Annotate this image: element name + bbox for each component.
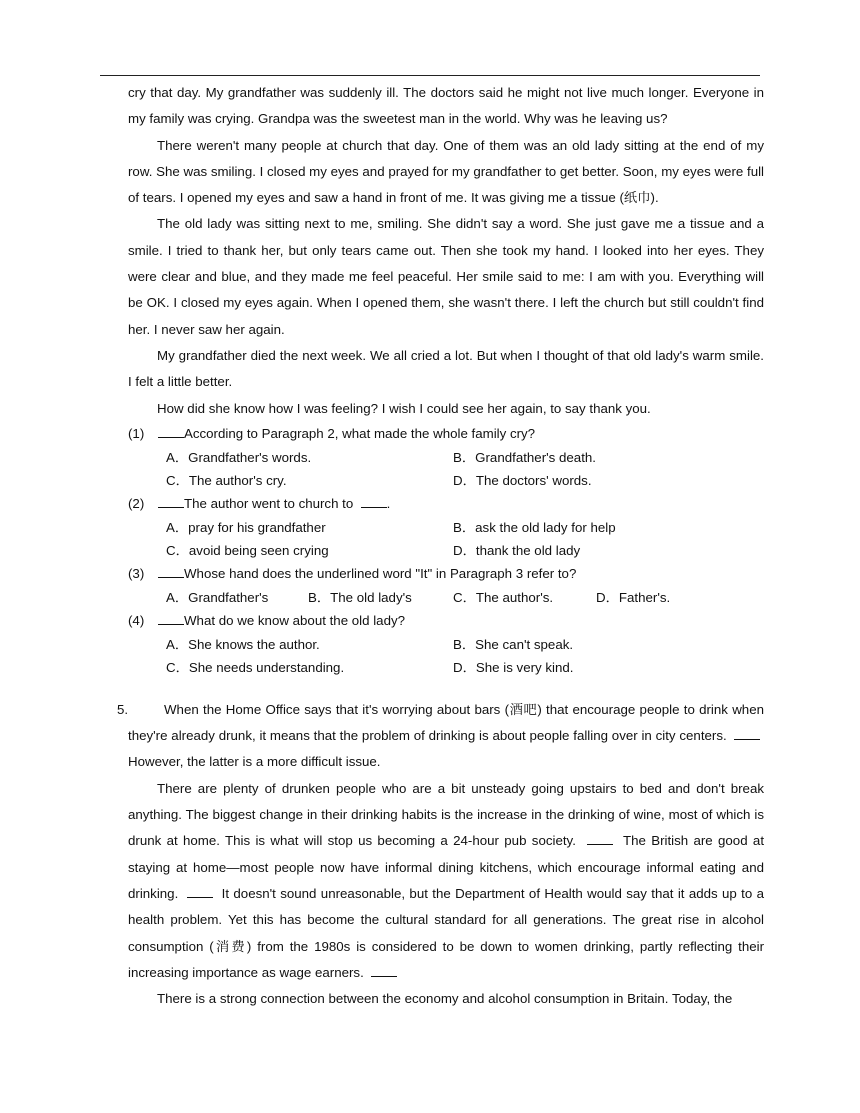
- option-d[interactable]: D．The doctors' words.: [453, 472, 592, 488]
- option-d[interactable]: D．thank the old lady: [453, 542, 581, 558]
- passage-number: 5.: [117, 701, 129, 717]
- passage-paragraph: There is a strong connection between the economy and alcohol consumption in Britain. Today, the: [157, 991, 733, 1007]
- option-c[interactable]: C．The author's.: [453, 589, 554, 605]
- document-body: [117, 80, 765, 1012]
- question-2: [128, 492, 764, 516]
- question-number: (1): [128, 425, 145, 441]
- story-paragraph: There weren't many people at church that day. One of them was an old lady sitting at the end of my row. She was smiling. I closed my eyes and prayed for my grandfather to get better. Soon, my eyes were full of tears. I opened my eyes and saw a hand in front of me. It was giving me a tissue (纸巾).: [128, 137, 764, 206]
- passage-paragraph: There are plenty of drunken people who are a bit unsteady going upstairs to bed and don't break anything. The biggest change in their drinking habits is the increase in the drinking of wine, most of which is drunk at home. This is what will stop us becoming a 24-hour pub society. The British are good at staying at home—most people now have informal dining kitchens, which encourage informal eating and drinking. It doesn't sound unreasonable, but the Department of Health would say that it adds up to a health problem. Yet this has become the cultural standard for all generations. The great rise in alcohol consumption (消费) from the 1980s is considered to be down to women drinking, partly reflecting their increasing importance as wage earners.: [128, 780, 765, 980]
- question-3: [128, 562, 764, 586]
- question-stem: The author went to church to .: [158, 492, 390, 516]
- option-d[interactable]: D．She is very kind.: [453, 659, 574, 675]
- option-a[interactable]: A．Grandfather's words.: [166, 449, 312, 465]
- option-d[interactable]: D．Father's.: [596, 589, 671, 605]
- header-rule: [100, 75, 760, 76]
- answer-blank[interactable]: [158, 565, 184, 578]
- option-a[interactable]: A．Grandfather's: [166, 589, 269, 605]
- question-4: [128, 609, 764, 633]
- story-paragraph: My grandfather died the next week. We all cried a lot. But when I thought of that old lady's warm smile. I felt a little better.: [128, 347, 764, 390]
- option-a[interactable]: A．She knows the author.: [166, 636, 320, 652]
- options-row: [128, 469, 764, 492]
- answer-blank[interactable]: [371, 964, 397, 977]
- answer-blank[interactable]: [187, 885, 213, 898]
- option-b[interactable]: B．Grandfather's death.: [453, 449, 596, 465]
- option-b[interactable]: B．ask the old lady for help: [453, 519, 616, 535]
- passage-paragraph: When the Home Office says that it's worrying about bars (酒吧) that encourage people to drink when they're already drunk, it means that the problem of drinking is about people falling over in city centers. However, the latter is a more difficult issue.: [128, 701, 764, 770]
- question-stem: According to Paragraph 2, what made the whole family cry?: [158, 422, 535, 446]
- option-a[interactable]: A．pray for his grandfather: [166, 519, 326, 535]
- answer-blank[interactable]: [587, 832, 613, 845]
- options-row: [128, 656, 764, 679]
- option-c[interactable]: C．The author's cry.: [166, 472, 287, 488]
- story-paragraph: cry that day. My grandfather was suddenly ill. The doctors said he might not live much longer. Everyone in my family was crying. Grandpa was the sweetest man in the world. Why was he leaving us?: [128, 85, 764, 127]
- option-c[interactable]: C．She needs understanding.: [166, 659, 345, 675]
- question-number: (3): [128, 565, 145, 581]
- question-stem: Whose hand does the underlined word "It" in Paragraph 3 refer to?: [158, 562, 576, 586]
- passage-5: [117, 697, 765, 1013]
- question-1: [128, 422, 764, 446]
- options-row: [128, 539, 764, 562]
- options-row: [128, 446, 764, 469]
- answer-blank[interactable]: [734, 727, 760, 740]
- answer-blank[interactable]: [158, 425, 184, 438]
- options-row: [128, 633, 764, 656]
- answer-blank[interactable]: [158, 612, 184, 625]
- option-b[interactable]: B．The old lady's: [308, 589, 412, 605]
- story-paragraph: How did she know how I was feeling? I wish I could see her again, to say thank you.: [157, 400, 651, 416]
- options-row: [128, 586, 764, 609]
- question-number: (4): [128, 612, 145, 628]
- option-b[interactable]: B．She can't speak.: [453, 636, 574, 652]
- option-c[interactable]: C．avoid being seen crying: [166, 542, 329, 558]
- answer-blank[interactable]: [361, 495, 387, 508]
- options-row: [128, 516, 764, 539]
- story-paragraph: The old lady was sitting next to me, smiling. She didn't say a word. She just gave me a tissue and a smile. I tried to thank her, but only tears came out. Then she took my hand. I looked into her eyes. They were clear and blue, and they made me feel peaceful. Her smile said to me: I am with you. Everything will be OK. I closed my eyes again. When I opened them, she wasn't there. I left the church but still couldn't find her. I never saw her again.: [128, 216, 764, 337]
- question-stem: What do we know about the old lady?: [158, 609, 405, 633]
- question-number: (2): [128, 495, 145, 511]
- answer-blank[interactable]: [158, 495, 184, 508]
